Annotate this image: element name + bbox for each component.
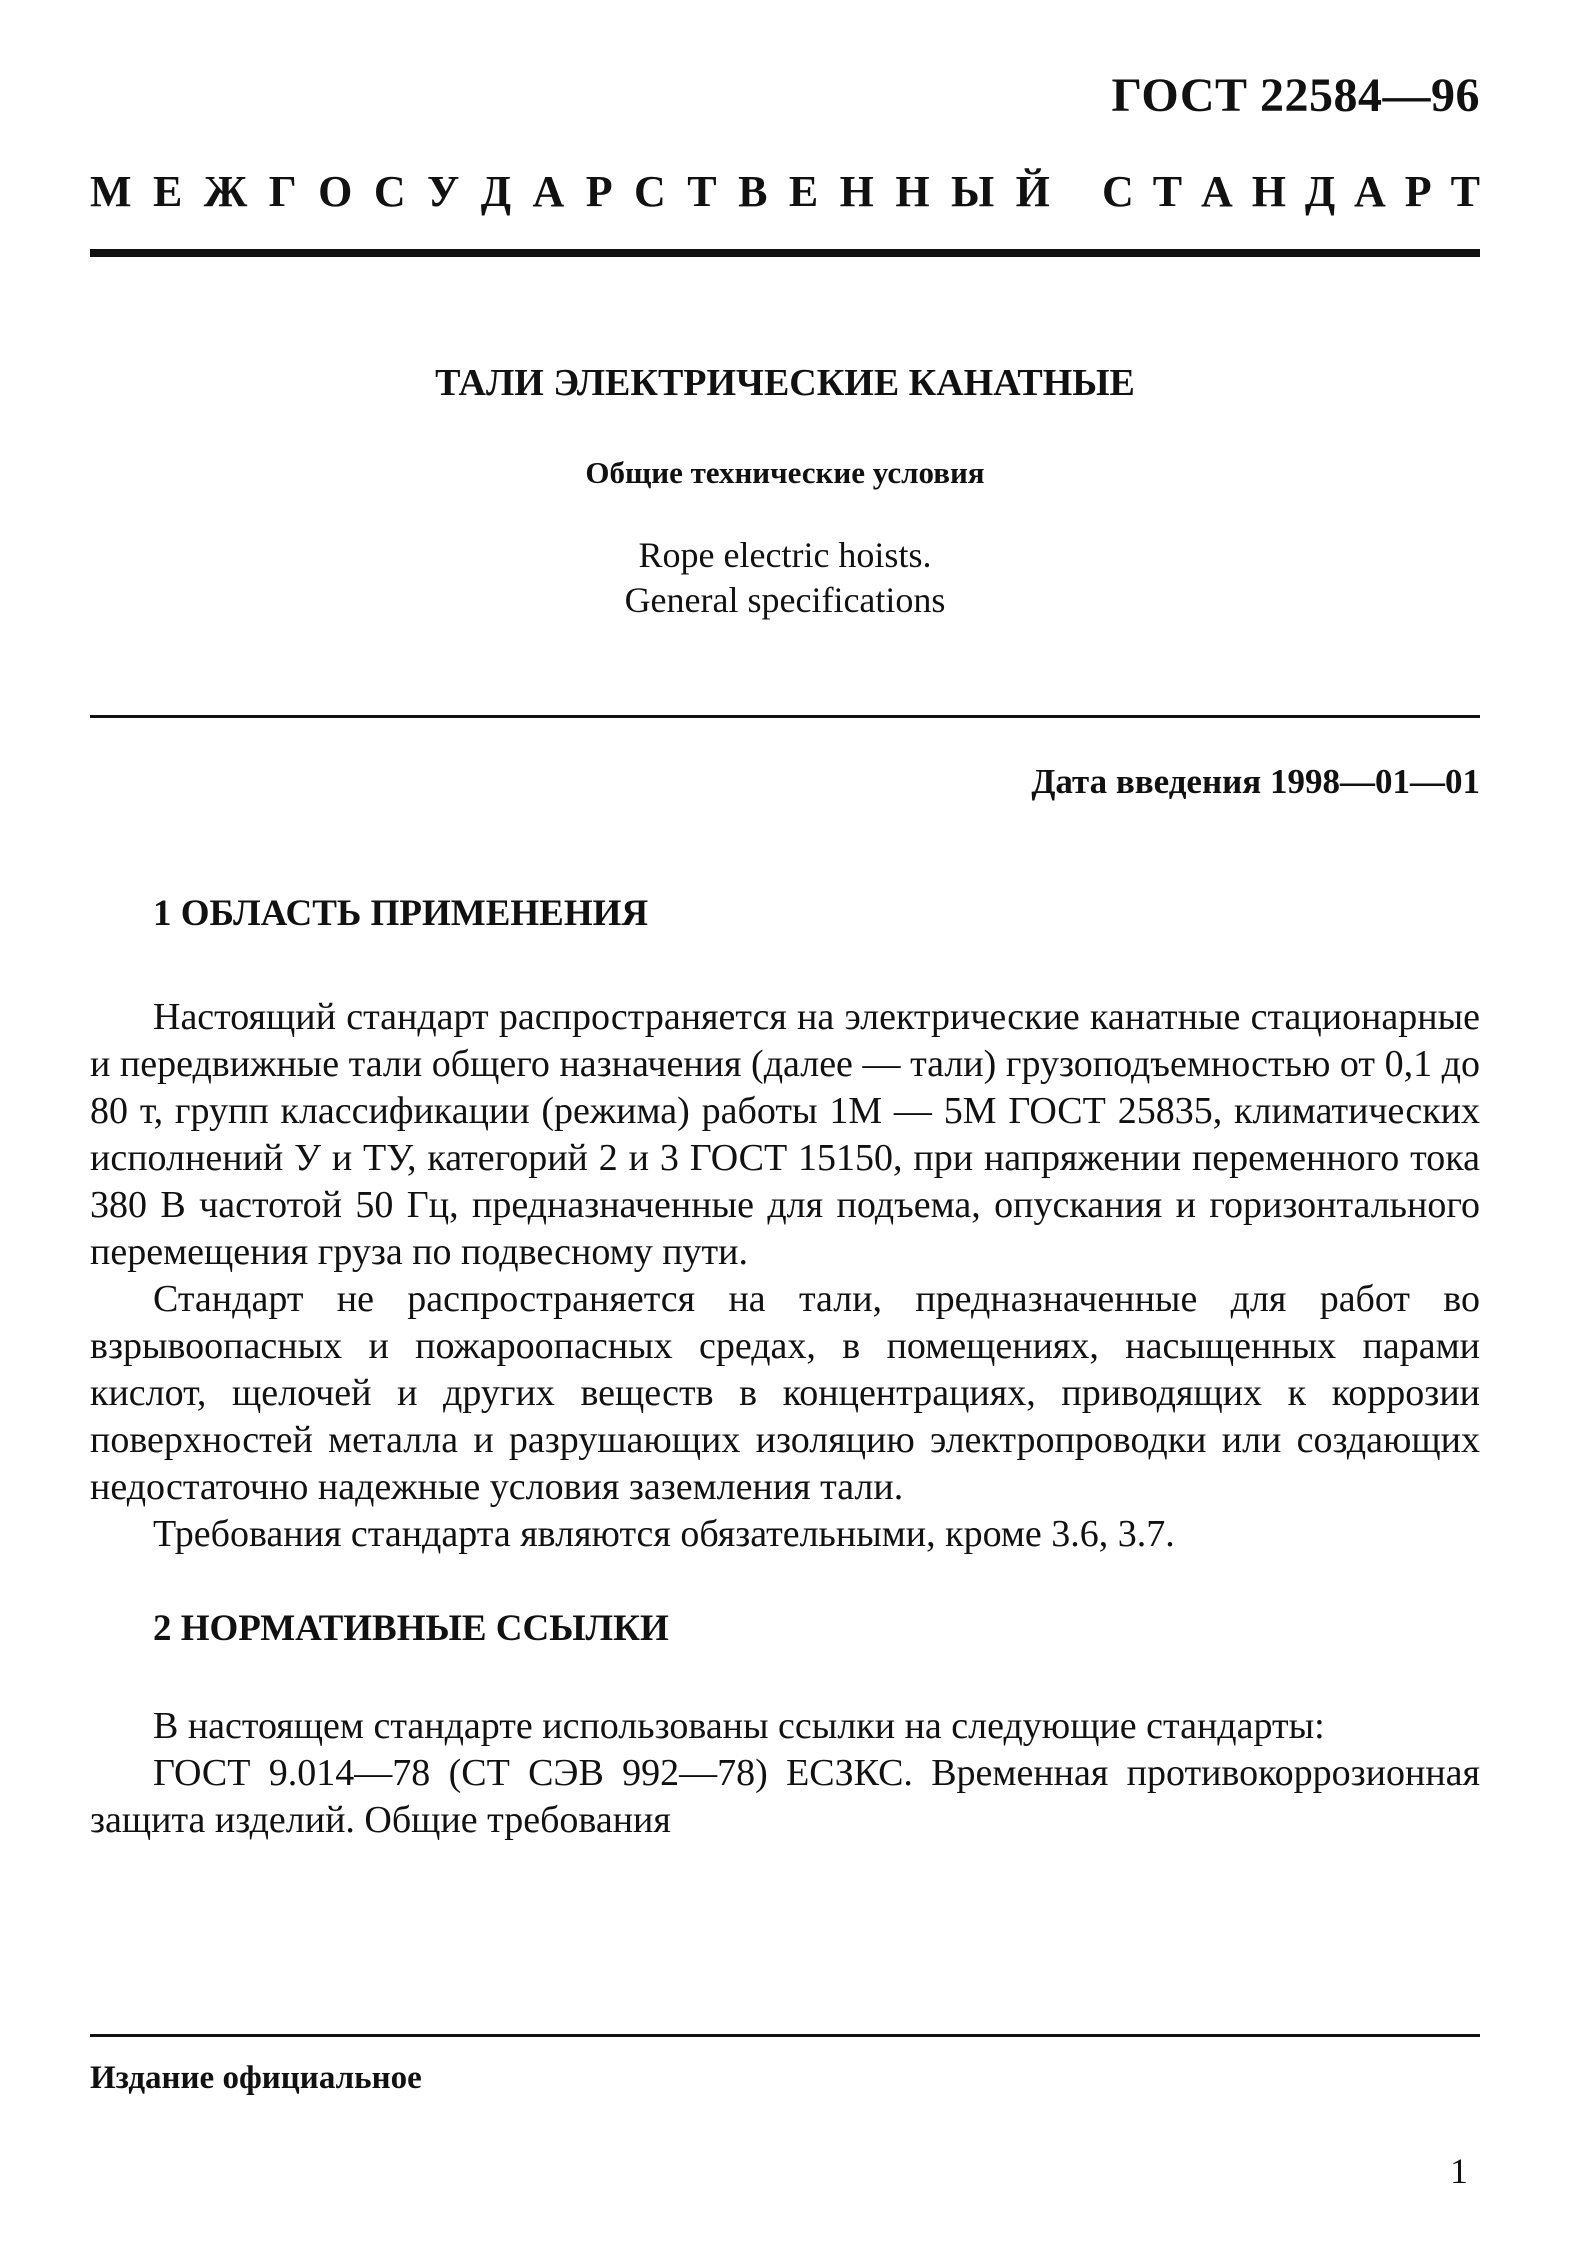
reference-item: ГОСТ 9.014—78 (СТ СЭВ 992—78) ЕСЗКС. Временная противокоррозионная защита изделий. Общие требования [90,1752,1480,1841]
banner-letter: Ы [951,167,995,216]
document-subtitle: Общие технические условия [585,455,985,490]
banner-letter: А [532,167,565,216]
banner-letter: Е [788,167,819,216]
banner-letter: Е [152,167,183,216]
banner-letter: У [427,167,460,216]
paragraph: Требования стандарта являются обязательными, кроме 3.6, 3.7. [153,1513,1175,1555]
banner-letter: С [373,167,406,216]
banner-letter: А [1200,167,1233,216]
document-title: ТАЛИ ЭЛЕКТРИЧЕСКИЕ КАНАТНЫЕ [435,362,1135,404]
interstate-word [90,162,1050,222]
page-number: 1 [1450,2151,1468,2191]
section-heading-scope: 1 ОБЛАСТЬ ПРИМЕНЕНИЯ [153,893,649,934]
paragraph: В настоящем стандарте использованы ссылки на следующие стандарты: [153,1705,1325,1747]
paragraph: Стандарт не распространяется на тали, предназначенные для работ во взрывоопасных и пожароопасных средах, в помещениях, насыщенных парами кислот, щелочей и других веществ в концентрациях, приводящих к коррозии поверхностей металла и разрушающих изоляцию электропроводки или создающих недостаточно надежные условия заземления тали. [90,1278,1480,1508]
banner-letter: Д [1304,167,1336,216]
banner-letter: С [1102,167,1134,216]
footer-divider [90,2034,1480,2037]
paragraph: Настоящий стандарт распространяется на электрические канатные стационарные и передвижные тали общего назначения (далее — тали) грузоподъемностью от 0,1 до 80 т, групп классификации (режима) работы 1М — 5М ГОСТ 25835, климатических исполнений У и ТУ, категорий 2 и 3 ГОСТ 15150, при напряжении переменного тока 380 В частотой 50 Гц, предназначенные для подъема, опускания и горизонтального перемещения груза по подвесному пути. [90,996,1480,1273]
banner-letter: Н [1251,167,1286,216]
banner-letter: В [738,167,768,216]
banner-letter: Ж [203,167,248,216]
introduction-date: Дата введения 1998—01—01 [1031,762,1480,801]
banner-letter: Т [1152,167,1183,216]
document-body [90,888,1480,1844]
banner-letter: А [1354,167,1386,216]
official-edition-label: Издание официальное [90,2060,422,2096]
banner-letter: Т [687,167,717,216]
banner-letter: Д [480,167,512,216]
gost-number: ГОСТ 22584—96 [1111,69,1480,122]
english-title [90,533,1480,623]
banner-letter: Р [1404,167,1432,216]
banner-letter: М [90,167,132,216]
standard-word [1102,162,1480,222]
title-block [90,355,1480,623]
banner-letter: С [634,167,666,216]
english-title-line: Rope electric hoists. [638,535,932,575]
title-divider [90,715,1480,718]
interstate-standard-banner [90,162,1480,222]
banner-letter: Н [895,167,930,216]
banner-letter: Г [268,167,297,216]
banner-letter: Й [1015,167,1050,216]
banner-letter: Н [839,167,874,216]
banner-letter: Т [1450,167,1480,216]
banner-letter: Р [585,167,613,216]
english-title-line: General specifications [624,580,946,620]
section-heading-references: 2 НОРМАТИВНЫЕ ССЫЛКИ [153,1608,669,1649]
banner-letter: О [318,167,353,216]
header-divider [90,249,1480,257]
